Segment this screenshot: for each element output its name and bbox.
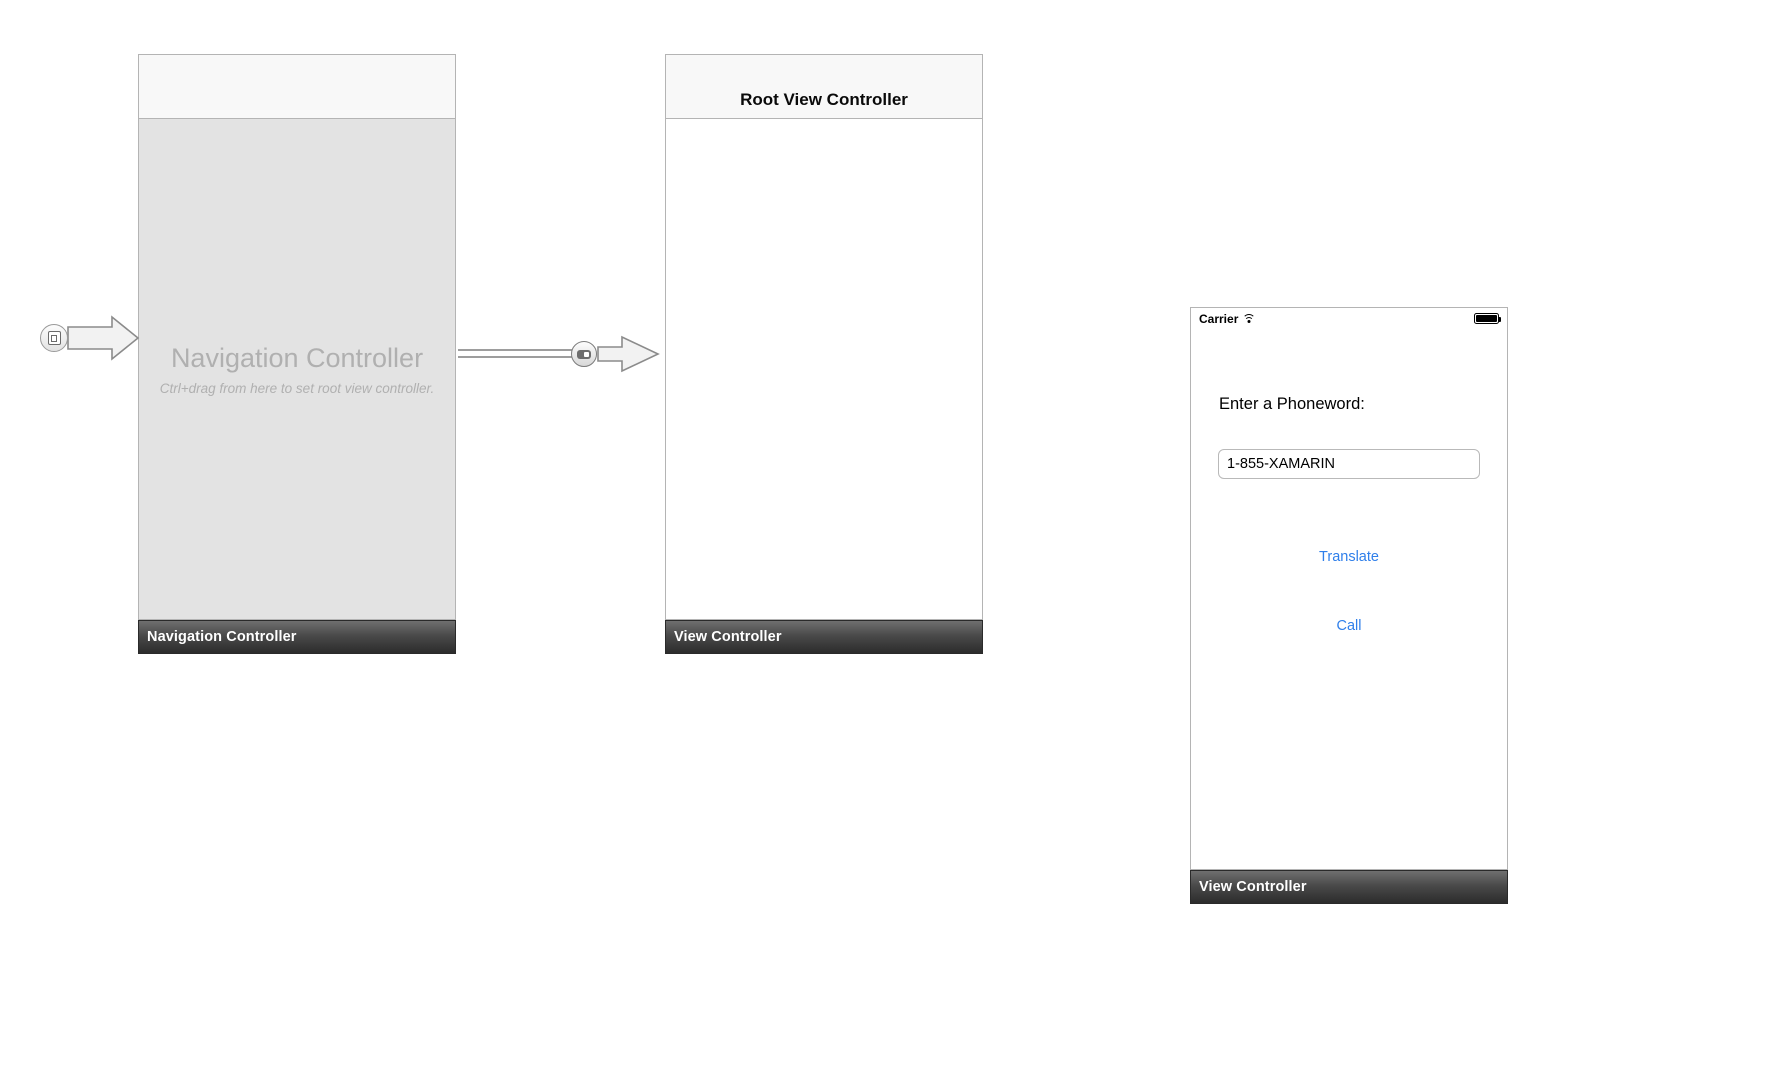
scene-phoneword-view-controller[interactable] bbox=[1190, 307, 1508, 904]
scene-label-root-view-controller[interactable] bbox=[665, 620, 983, 654]
translate-button[interactable]: Translate bbox=[1319, 549, 1379, 565]
storyboard-entry-point-icon[interactable] bbox=[40, 324, 68, 352]
scene-label-phoneword-view-controller[interactable] bbox=[1190, 870, 1508, 904]
battery-icon bbox=[1474, 313, 1499, 324]
navigation-bar-title: Root View Controller bbox=[740, 90, 908, 109]
wifi-icon bbox=[1242, 313, 1255, 324]
phoneword-content bbox=[1191, 329, 1507, 869]
phoneword-prompt-label: Enter a Phoneword: bbox=[1219, 395, 1365, 413]
device-frame-navigation-controller bbox=[138, 54, 456, 620]
status-bar bbox=[1191, 308, 1507, 329]
device-frame-root-view-controller bbox=[665, 54, 983, 620]
scene-label-navigation-controller[interactable] bbox=[138, 620, 456, 654]
navigation-bar-placeholder bbox=[139, 55, 455, 119]
call-button[interactable]: Call bbox=[1336, 618, 1362, 634]
device-frame-phoneword-view-controller bbox=[1190, 307, 1508, 870]
scene-navigation-controller[interactable] bbox=[138, 54, 456, 654]
relationship-segue-arrow bbox=[458, 337, 658, 371]
entry-point-arrow bbox=[68, 317, 138, 359]
scene-label-text: View Controller bbox=[674, 629, 782, 645]
placeholder-subtitle: Ctrl+drag from here to set root view controller. bbox=[159, 380, 435, 396]
carrier-label: Carrier bbox=[1199, 311, 1239, 326]
placeholder-title: Navigation Controller bbox=[170, 342, 424, 373]
navigation-controller-placeholder-area bbox=[139, 119, 455, 619]
scene-root-view-controller[interactable] bbox=[665, 54, 983, 654]
scene-label-text: Navigation Controller bbox=[147, 629, 297, 645]
scene-label-text: View Controller bbox=[1199, 879, 1307, 895]
relationship-segue-icon[interactable] bbox=[571, 341, 597, 367]
phoneword-input[interactable]: 1-855-XAMARIN bbox=[1218, 449, 1480, 479]
navigation-bar[interactable] bbox=[666, 55, 982, 119]
